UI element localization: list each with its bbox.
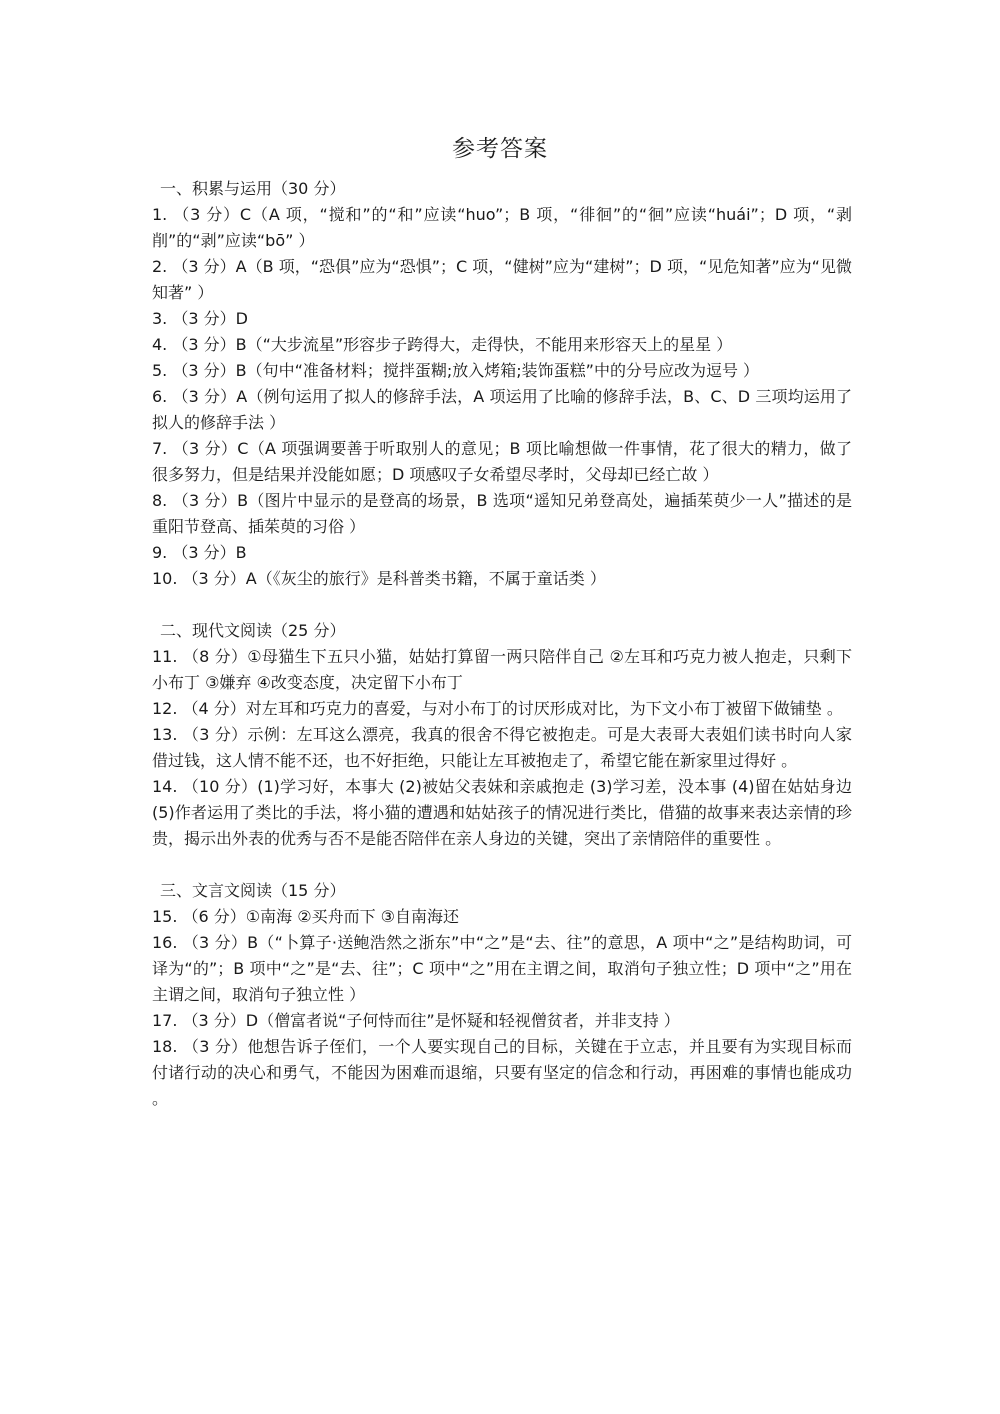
answer-item: 2. （3 分）A（B 项，“恐俱”应为“恐惧”；C 项，“健树”应为“建树”；D 项，“见危知著”应为“见微知著” ） [152,257,852,302]
answer-content [152,176,852,1112]
answer-item: 15. （6 分）①南海 ②买舟而下 ③自南海还 [152,907,460,926]
section-heading: 三、文言文阅读（15 分） [160,881,346,900]
page-title: 参考答案 [452,136,548,162]
answer-item: 13. （3 分）示例：左耳这么漂亮，我真的很舍不得它被抱走。可是大表哥大表姐们读书时向人家借过钱，这人情不能不还，也不好拒绝，只能让左耳被抱走了，希望它能在新家里过得好 。 [152,725,852,770]
section-classical-reading [152,878,852,1112]
answer-item: 9. （3 分）B [152,543,247,562]
answer-item: 17. （3 分）D（僧富者说“子何恃而往”是怀疑和轻视僧贫者，并非支持 ） [152,1011,680,1030]
answer-item: 10. （3 分）A（《灰尘的旅行》是科普类书籍，不属于童话类 ） [152,569,606,588]
answer-item: 5. （3 分）B（句中“准备材料；搅拌蛋糊;放入烤箱;装饰蛋糕”中的分号应改为逗号 ） [152,361,760,380]
answer-item: 16. （3 分）B（“卜算子·送鲍浩然之浙东”中“之”是“去、往”的意思，A 项中“之”是结构助词，可译为“的”；B 项中“之”是“去、往”；C 项中“之”用在主谓之间，取消句子独立性；D 项中“之”用在主谓之间，取消句子独立性 ） [152,933,852,1004]
answer-item: 3. （3 分）D [152,309,248,328]
answer-item: 8. （3 分）B（图片中显示的是登高的场景，B 选项“遥知兄弟登高处，遍插茱萸少一人”描述的是重阳节登高、插茱萸的习俗 ） [152,491,852,536]
answer-item: 18. （3 分）他想告诉子侄们，一个人要实现自己的目标，关键在于立志，并且要有为实现目标而付诸行动的决心和勇气，不能因为困难而退缩，只要有坚定的信念和行动，再困难的事情也能成功 。 [152,1037,852,1108]
answer-item: 11. （8 分）①母猫生下五只小猫，姑姑打算留一两只陪伴自己 ②左耳和巧克力被人抱走，只剩下小布丁 ③嫌弃 ④改变态度，决定留下小布丁 [152,647,852,692]
answer-item: 4. （3 分）B（“大步流星”形容步子跨得大，走得快，不能用来形容天上的星星 ） [152,335,733,354]
section-accumulation [152,176,852,592]
answer-item: 6. （3 分）A（例句运用了拟人的修辞手法，A 项运用了比喻的修辞手法，B、C、D 三项均运用了拟人的修辞手法 ） [152,387,852,432]
section-heading: 二、现代文阅读（25 分） [160,621,346,640]
section-modern-reading [152,618,852,852]
answer-item: 7. （3 分）C（A 项强调要善于听取别人的意见；B 项比喻想做一件事情，花了很大的精力，做了很多努力，但是结果并没能如愿；D 项感叹子女希望尽孝时，父母却已经亡故 ） [152,439,852,484]
section-heading: 一、积累与运用（30 分） [160,179,346,198]
answer-item: 1. （3 分）C（A 项，“搅和”的“和”应读“huo”；B 项，“徘徊”的“徊”应读“huái”；D 项，“剥削”的“剥”应读“bō” ） [152,205,852,250]
section-spacer [152,852,852,878]
answer-item: 12. （4 分）对左耳和巧克力的喜爱，与对小布丁的讨厌形成对比，为下文小布丁被留下做铺垫 。 [152,699,843,718]
answer-item: 14. （10 分）(1)学习好，本事大 (2)被姑父表妹和亲戚抱走 (3)学习差，没本事 (4)留在姑姑身边 (5)作者运用了类比的手法，将小猫的遭遇和姑姑孩子的情况进行类比，借猫的故事来表达亲情的珍贵，揭示出外表的优秀与否不是能否陪伴在亲人身边的关键，突出了亲情陪伴的重要性 。 [152,777,852,848]
section-spacer [152,592,852,618]
